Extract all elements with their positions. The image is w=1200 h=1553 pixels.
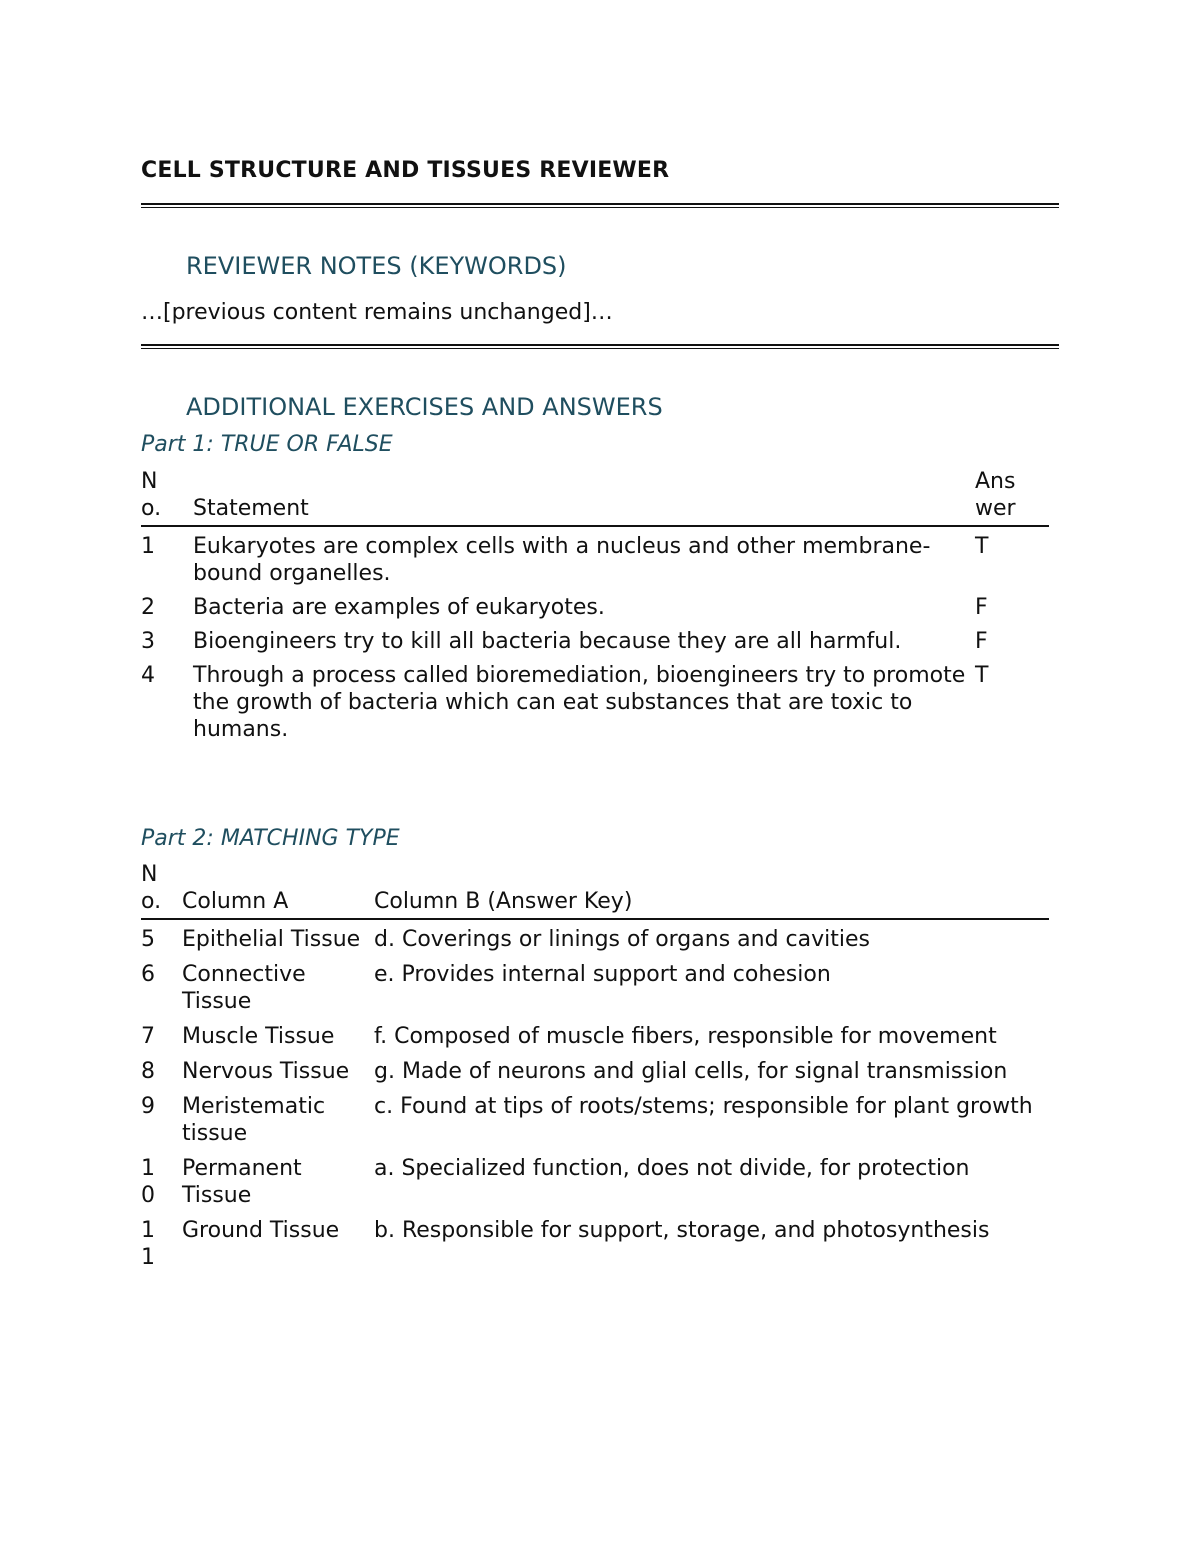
header-column-b: Column B (Answer Key) — [374, 889, 633, 914]
row-answer: T — [975, 663, 989, 688]
row-number: 7 — [141, 1024, 155, 1049]
row-column-a: Epithelial Tissue — [182, 927, 361, 952]
row-statement: Bacteria are examples of eukaryotes. — [193, 595, 605, 620]
table-row — [141, 526, 1049, 594]
document-title: CELL STRUCTURE AND TISSUES REVIEWER — [141, 158, 670, 183]
row-answer: F — [975, 629, 988, 654]
part1-label: Part 1: TRUE OR FALSE — [141, 432, 393, 457]
matching-table — [141, 861, 1049, 1279]
notes-heading: REVIEWER NOTES (KEYWORDS) — [186, 252, 567, 280]
row-answer: F — [975, 595, 988, 620]
true-false-table — [141, 468, 1049, 750]
row-column-b: d. Coverings or linings of organs and cavities — [374, 927, 870, 952]
table-row — [141, 1217, 1049, 1279]
table-row — [141, 961, 1049, 1023]
row-column-b: g. Made of neurons and glial cells, for signal transmission — [374, 1059, 1008, 1084]
row-statement: Eukaryotes are complex cells with a nucleus and other membrane-bound organelles. — [193, 534, 931, 586]
row-column-b: c. Found at tips of roots/stems; responsible for plant growth — [374, 1094, 1033, 1119]
header-statement: Statement — [193, 496, 309, 521]
table-row — [141, 628, 1049, 662]
row-column-b: b. Responsible for support, storage, and photosynthesis — [374, 1218, 990, 1243]
table-row — [141, 662, 1049, 750]
row-number: 4 — [141, 663, 155, 688]
row-column-b: f. Composed of muscle fibers, responsible for movement — [374, 1024, 997, 1049]
row-number: 1 — [141, 534, 155, 559]
row-statement: Through a process called bioremediation, bioengineers try to promote the growth of bacteria which can eat substances that are toxic to humans. — [193, 663, 966, 742]
table-row — [141, 1023, 1049, 1058]
row-number: 10 — [141, 1156, 155, 1208]
header-column-a: Column A — [182, 889, 289, 914]
divider — [141, 344, 1059, 349]
header-no: No. — [141, 469, 162, 521]
table-row — [141, 919, 1049, 961]
row-answer: T — [975, 534, 989, 559]
table-row — [141, 1155, 1049, 1217]
row-number: 6 — [141, 962, 155, 987]
row-number: 9 — [141, 1094, 155, 1119]
header-no: No. — [141, 862, 162, 914]
notes-placeholder-text: …[previous content remains unchanged]… — [141, 300, 613, 325]
divider — [141, 203, 1059, 208]
table-header-row — [141, 468, 1049, 526]
row-statement: Bioengineers try to kill all bacteria because they are all harmful. — [193, 629, 902, 654]
row-number: 5 — [141, 927, 155, 952]
part2-label: Part 2: MATCHING TYPE — [141, 826, 400, 851]
row-number: 11 — [141, 1218, 155, 1270]
row-column-b: e. Provides internal support and cohesion — [374, 962, 831, 987]
row-column-a: Ground Tissue — [182, 1218, 340, 1243]
table-row — [141, 1093, 1049, 1155]
row-number: 3 — [141, 629, 155, 654]
row-column-a: Connective Tissue — [182, 962, 306, 1014]
row-number: 8 — [141, 1059, 155, 1084]
table-row — [141, 594, 1049, 628]
row-column-b: a. Specialized function, does not divide, for protection — [374, 1156, 970, 1181]
header-answer: Answer — [975, 469, 1016, 521]
row-column-a: Nervous Tissue — [182, 1059, 350, 1084]
table-row — [141, 1058, 1049, 1093]
exercises-heading: ADDITIONAL EXERCISES AND ANSWERS — [186, 393, 663, 421]
row-number: 2 — [141, 595, 155, 620]
row-column-a: Meristematic tissue — [182, 1094, 326, 1146]
table-header-row — [141, 861, 1049, 919]
row-column-a: Permanent Tissue — [182, 1156, 302, 1208]
row-column-a: Muscle Tissue — [182, 1024, 335, 1049]
